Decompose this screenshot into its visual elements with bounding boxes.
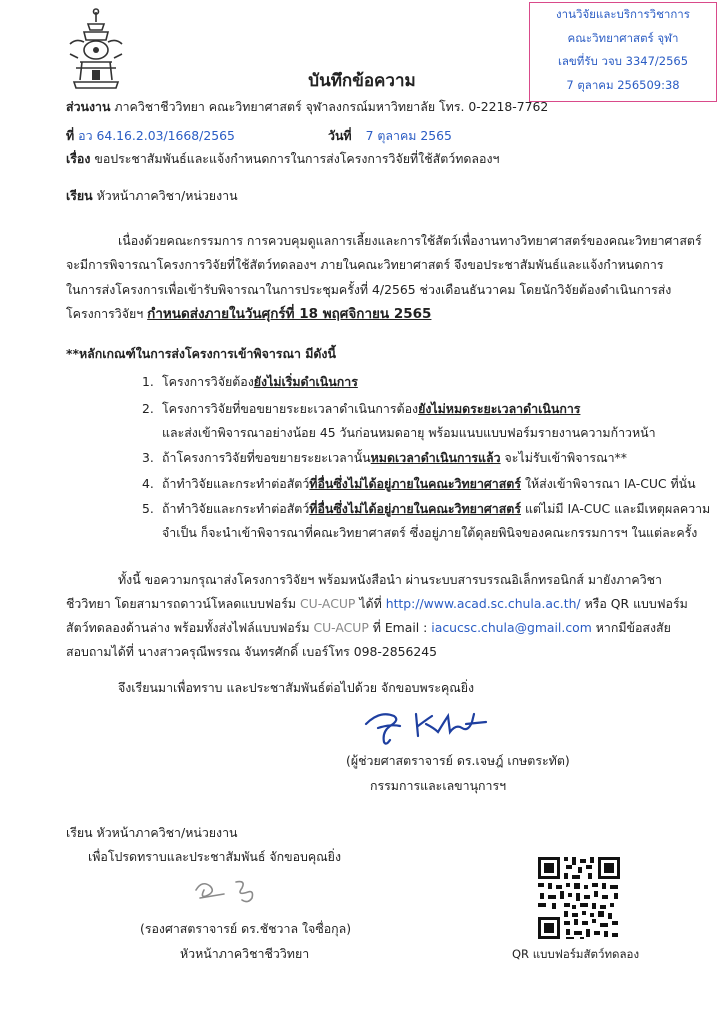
date-value: 7 ตุลาคม 2565 xyxy=(365,128,452,143)
signature-1 xyxy=(360,702,510,748)
qr-code[interactable] xyxy=(536,855,622,941)
reference-label: ที่ xyxy=(66,128,75,143)
subject-row xyxy=(66,150,499,167)
stamp-line-4: 7 ตุลาคม 256509:38 xyxy=(566,77,680,92)
criteria-number: 3. xyxy=(142,450,154,465)
criteria-number: 4. xyxy=(142,476,154,491)
criteria-text: จะไม่รับเข้าพิจารณา** xyxy=(500,450,627,465)
criteria-number: 5. xyxy=(142,501,154,516)
para2-line2 xyxy=(66,595,688,612)
footer-to-line: เรียน หัวหน้าภาควิชา/หน่วยงาน xyxy=(66,825,238,840)
signer1-name: (ผู้ช่วยศาสตราจารย์ ดร.เจษฎ์ เกษตระทัต) xyxy=(346,753,570,768)
date-label: วันที่ xyxy=(328,128,352,143)
criteria-text: ถ้าทำวิจัยและกระทำต่อสัตว์ xyxy=(162,501,310,516)
criteria-text: ถ้าโครงการวิจัยที่ขอขยายระยะเวลานั้น xyxy=(162,450,371,465)
salutation-row xyxy=(66,187,238,204)
criteria-text: ให้ส่งเข้าพิจารณา IA-CUC ที่นั่น xyxy=(521,476,696,491)
para1-line3: ในการส่งโครงการเพื่อเข้ารับพิจารณาในการประชุมครั้งที่ 4/2565 ช่วงเดือนธันวาคม โดยนักวิจัยต้องดำเนินการส่ง xyxy=(66,282,672,297)
salutation-value: หัวหน้าภาควิชา/หน่วยงาน xyxy=(96,188,238,203)
para1-line1: เนื่องด้วยคณะกรรมการ การควบคุมดูแลการเลี้ยงและการใช้สัตว์เพื่องานทางวิทยาศาสตร์ของคณะวิทยาศาสตร์ xyxy=(118,233,702,248)
stamp-line-3: เลขที่รับ วจบ 3347/2565 xyxy=(557,54,689,68)
stamp-line-1: งานวิจัยและบริการวิชาการ xyxy=(556,7,690,21)
criteria-item-1 xyxy=(142,373,358,390)
criteria-number: 1. xyxy=(142,374,154,389)
subject-value: ขอประชาสัมพันธ์และแจ้งกำหนดการในการส่งโครงการวิจัยที่ใช้สัตว์ทดลองฯ xyxy=(94,151,500,166)
form-name: CU-ACUP xyxy=(313,620,369,635)
submission-deadline: กำหนดส่งภายในวันศุกร์ที่ 18 พฤศจิกายน 2565 xyxy=(147,306,432,322)
criteria-emphasis: ที่อื่นซึ่งไม่ได้อยู่ภายในคณะวิทยาศาสตร์ xyxy=(309,476,521,491)
reference-value: อว 64.16.2.03/1668/2565 xyxy=(78,128,235,143)
para2-line1: ทั้งนี้ ขอความกรุณาส่งโครงการวิจัยฯ พร้อมหนังสือนำ ผ่านระบบสารบรรณอิเล็กทรอนิกส์ มายังภาควิชา xyxy=(118,572,663,587)
stamp-line-2: คณะวิทยาศาสตร์ จุฬา xyxy=(567,30,679,45)
salutation-label: เรียน xyxy=(66,188,93,203)
para2-line3 xyxy=(66,619,671,636)
criteria-text: ถ้าทำวิจัยและกระทำต่อสัตว์ xyxy=(162,476,310,491)
criteria-item-5 xyxy=(142,500,710,517)
criteria-emphasis: ที่อื่นซึ่งไม่ได้อยู่ภายในคณะวิทยาศาสตร์ xyxy=(309,501,521,516)
para2-line4: สอบถามได้ที่ นางสาวครุณีพรรณ จันทรศักดิ์ เบอร์โทร 098-2856245 xyxy=(66,644,438,659)
criteria-title: **หลักเกณฑ์ในการส่งโครงการเข้าพิจารณา มีดังนี้ xyxy=(66,346,336,361)
criteria-emphasis: ยังไม่หมดระยะเวลาดำเนินการ xyxy=(418,401,581,416)
closing-line: จึงเรียนมาเพื่อทราบ และประชาสัมพันธ์ต่อไปด้วย จักขอบพระคุณยิ่ง xyxy=(118,680,475,695)
email-link[interactable]: iacucsc.chula@gmail.com xyxy=(431,620,592,635)
date-row xyxy=(328,127,452,144)
qr-caption: QR แบบฟอร์มสัตว์ทดลอง xyxy=(512,947,640,961)
memo-title: บันทึกข้อความ xyxy=(308,71,416,91)
para2-text: หากมีข้อสงสัย xyxy=(591,620,671,635)
acad-website-link[interactable]: http://www.acad.sc.chula.ac.th/ xyxy=(385,596,581,611)
signer2-name: (รองศาสตราจารย์ ดร.ชัชวาล ใจซื่อกุล) xyxy=(140,921,352,936)
para2-text: หรือ QR แบบฟอร์ม xyxy=(580,596,688,611)
para1-line2: จะมีการพิจารณาโครงการวิจัยที่ใช้สัตว์ทดลองฯ ภายในคณะวิทยาศาสตร์ จึงขอประชาสัมพันธ์และแจ้งกำหนดการ xyxy=(66,257,664,272)
criteria-emphasis: ยังไม่เริ่มดำเนินการ xyxy=(253,374,358,389)
subject-label: เรื่อง xyxy=(66,151,91,166)
criteria-item-4 xyxy=(142,475,696,492)
para2-text: ได้ที่ xyxy=(355,596,386,611)
para2-text: ชีววิทยา โดยสามารถดาวน์โหลดแบบฟอร์ม xyxy=(66,596,301,611)
department-label: ส่วนงาน xyxy=(66,99,111,114)
reference-row xyxy=(66,127,235,144)
criteria-text: แต่ไม่มี IA-CUC และมีเหตุผลความ xyxy=(521,501,711,516)
criteria-text: โครงการวิจัยที่ขอขยายระยะเวลาดำเนินการต้อง xyxy=(162,401,419,416)
para2-text: สัตว์ทดลองด้านล่าง พร้อมทั้งส่งไฟล์แบบฟอร์ม xyxy=(66,620,314,635)
para2-text: ที่ Email : xyxy=(368,620,432,635)
criteria-text: โครงการวิจัยต้อง xyxy=(162,374,254,389)
footer-note: เพื่อโปรดทราบและประชาสัมพันธ์ จักขอบคุณยิ่ง xyxy=(88,849,341,864)
signature-2 xyxy=(192,876,272,906)
signer2-position: หัวหน้าภาควิชาชีววิทยา xyxy=(180,946,310,961)
criteria-item-2-line2: และส่งเข้าพิจารณาอย่างน้อย 45 วันก่อนหมดอายุ พร้อมแนบแบบฟอร์มรายงานความก้าวหน้า xyxy=(162,425,656,440)
para1-line4 xyxy=(66,305,431,323)
criteria-emphasis: หมดเวลาดำเนินการแล้ว xyxy=(370,450,501,465)
signer1-position: กรรมการและเลขานุการฯ xyxy=(370,778,507,793)
form-name: CU-ACUP xyxy=(300,596,356,611)
criteria-item-5-line2: จำเป็น ก็จะนำเข้าพิจารณาที่คณะวิทยาศาสตร์ ซึ่งอยู่ภายใต้ดุลยพินิจของคณะกรรมการฯ ในแต่ละครั้ง xyxy=(162,525,698,540)
department-value: ภาควิชาชีววิทยา คณะวิทยาศาสตร์ จุฬาลงกรณ์มหาวิทยาลัย โทร. 0-2218-7762 xyxy=(114,99,549,114)
department-row xyxy=(66,98,548,115)
criteria-number: 2. xyxy=(142,401,154,416)
criteria-item-3 xyxy=(142,449,627,466)
para1-line4-text: โครงการวิจัยฯ xyxy=(66,306,148,321)
criteria-item-2 xyxy=(142,400,580,417)
